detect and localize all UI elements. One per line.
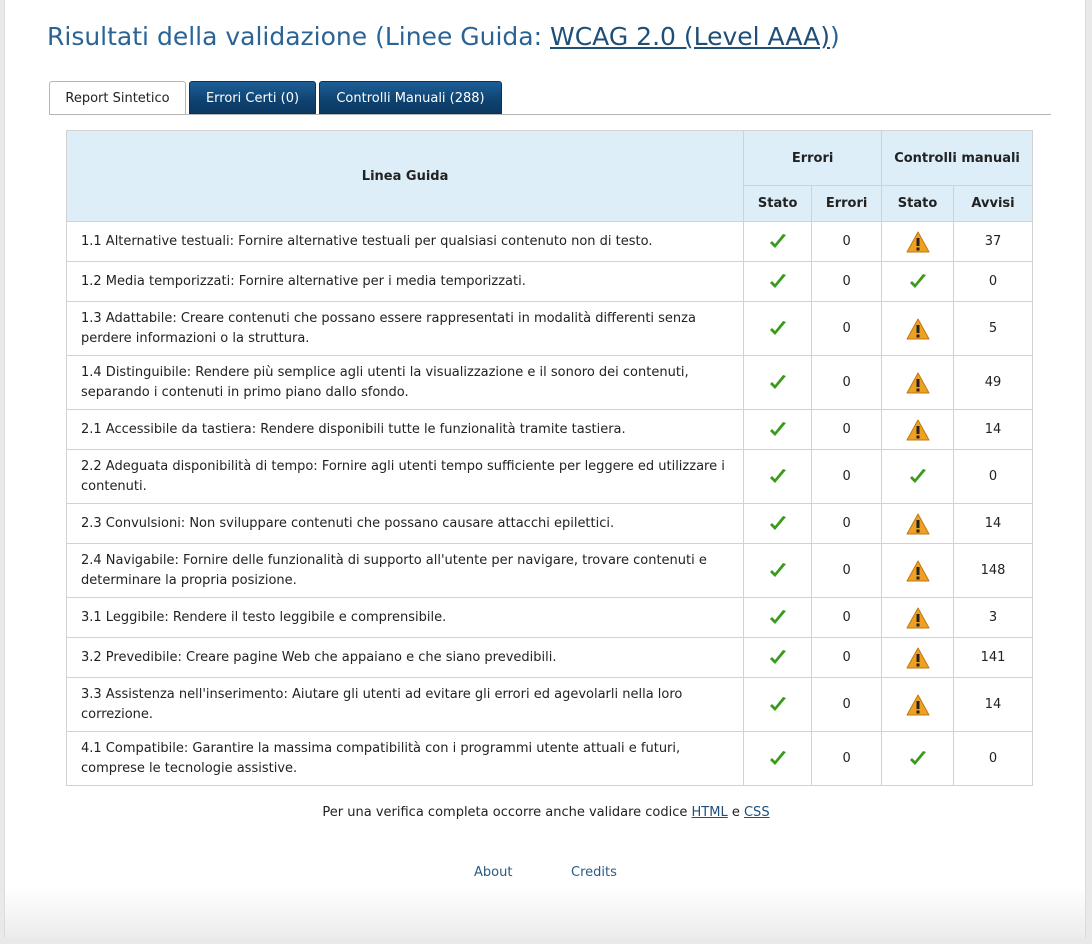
manual-state-cell <box>882 356 954 410</box>
tab-controlli-manuali[interactable]: Controlli Manuali (288) <box>319 81 502 114</box>
check-icon <box>908 272 928 292</box>
table-row <box>67 638 1033 678</box>
errors-count: 0 <box>812 678 882 732</box>
check-icon <box>768 695 788 715</box>
warnings-count: 37 <box>954 222 1033 262</box>
warnings-count: 14 <box>954 504 1033 544</box>
error-state-cell <box>744 732 812 786</box>
title-suffix: ) <box>830 22 840 51</box>
table-row <box>67 544 1033 598</box>
check-icon <box>768 467 788 487</box>
error-state-cell <box>744 598 812 638</box>
errors-count: 0 <box>812 504 882 544</box>
check-icon <box>768 648 788 668</box>
error-state-cell <box>744 504 812 544</box>
tab-underline <box>49 114 1051 115</box>
table-row <box>67 222 1033 262</box>
warning-icon <box>906 419 930 441</box>
warnings-count: 0 <box>954 450 1033 504</box>
warning-icon <box>906 607 930 629</box>
check-icon <box>768 561 788 581</box>
warning-icon <box>906 513 930 535</box>
guideline-description: 3.3 Assistenza nell'inserimento: Aiutare gli utenti ad evitare gli errori ed agevolarli nella loro correzione. <box>67 678 744 732</box>
errors-count: 0 <box>812 450 882 504</box>
manual-state-cell <box>882 598 954 638</box>
guideline-description: 4.1 Compatibile: Garantire la massima compatibilità con i programmi utente attuali e futuri, comprese le tecnologie assistive. <box>67 732 744 786</box>
errors-count: 0 <box>812 356 882 410</box>
warning-icon <box>906 372 930 394</box>
check-icon <box>768 232 788 252</box>
warning-icon <box>906 694 930 716</box>
error-state-cell <box>744 544 812 598</box>
error-state-cell <box>744 638 812 678</box>
manual-state-cell <box>882 222 954 262</box>
table-row <box>67 356 1033 410</box>
error-state-cell <box>744 678 812 732</box>
guideline-description: 1.1 Alternative testuali: Fornire alternative testuali per qualsiasi contenuto non di testo. <box>67 222 744 262</box>
table-body <box>67 222 1033 786</box>
title-prefix: Risultati della validazione (Linee Guida: <box>47 22 550 51</box>
check-icon <box>768 420 788 440</box>
table-row <box>67 262 1033 302</box>
errors-count: 0 <box>812 222 882 262</box>
errors-count: 0 <box>812 262 882 302</box>
check-icon <box>768 272 788 292</box>
table-row <box>67 732 1033 786</box>
error-state-cell <box>744 410 812 450</box>
warning-icon <box>906 647 930 669</box>
footer-about-link[interactable]: About <box>474 865 513 880</box>
tab-errori-certi[interactable]: Errori Certi (0) <box>189 81 316 114</box>
warning-icon <box>906 231 930 253</box>
guideline-description: 3.1 Leggibile: Rendere il testo leggibile e comprensibile. <box>67 598 744 638</box>
guideline-description: 1.2 Media temporizzati: Fornire alternative per i media temporizzati. <box>67 262 744 302</box>
guideline-description: 3.2 Prevedibile: Creare pagine Web che appaiano e che siano prevedibili. <box>67 638 744 678</box>
guideline-description: 2.1 Accessibile da tastiera: Rendere disponibili tutte le funzionalità tramite tastiera. <box>67 410 744 450</box>
guideline-description: 2.2 Adeguata disponibilità di tempo: Fornire agli utenti tempo sufficiente per leggere ed utilizzare i contenuti. <box>67 450 744 504</box>
table-row <box>67 450 1033 504</box>
error-state-cell <box>744 356 812 410</box>
header-manual-group: Controlli manuali <box>882 131 1033 186</box>
warning-icon <box>906 560 930 582</box>
tab-report-sintetico[interactable]: Report Sintetico <box>49 81 186 115</box>
manual-state-cell <box>882 732 954 786</box>
table-row <box>67 302 1033 356</box>
guideline-description: 1.3 Adattabile: Creare contenuti che possano essere rappresentati in modalità differenti senza perdere informazioni o la struttura. <box>67 302 744 356</box>
html-validator-link[interactable]: HTML <box>691 805 728 820</box>
manual-state-cell <box>882 504 954 544</box>
errors-count: 0 <box>812 732 882 786</box>
errors-count: 0 <box>812 638 882 678</box>
manual-state-cell <box>882 262 954 302</box>
table-row <box>67 504 1033 544</box>
errors-count: 0 <box>812 544 882 598</box>
manual-state-cell <box>882 410 954 450</box>
css-validator-link[interactable]: CSS <box>743 805 770 820</box>
header-state-errors: Stato <box>744 186 812 222</box>
header-errors-count: Errori <box>812 186 882 222</box>
guideline-description: 1.4 Distinguibile: Rendere più semplice agli utenti la visualizzazione e il sonoro dei contenuti, separando i contenuti in primo piano dallo sfondo. <box>67 356 744 410</box>
header-warnings-count: Avvisi <box>954 186 1033 222</box>
check-icon <box>908 467 928 487</box>
page-frame <box>4 0 1086 938</box>
header-state-manual: Stato <box>882 186 954 222</box>
table-row <box>67 678 1033 732</box>
footer-credits-link[interactable]: Credits <box>571 865 617 880</box>
error-state-cell <box>744 302 812 356</box>
table-row <box>67 598 1033 638</box>
error-state-cell <box>744 450 812 504</box>
guideline-description: 2.3 Convulsioni: Non sviluppare contenuti che possano causare attacchi epilettici. <box>67 504 744 544</box>
errors-count: 0 <box>812 410 882 450</box>
manual-state-cell <box>882 450 954 504</box>
warnings-count: 14 <box>954 678 1033 732</box>
warnings-count: 0 <box>954 732 1033 786</box>
manual-state-cell <box>882 678 954 732</box>
header-guideline: Linea Guida <box>67 131 744 222</box>
check-icon <box>768 749 788 769</box>
error-state-cell <box>744 262 812 302</box>
page-title <box>47 22 840 51</box>
warnings-count: 3 <box>954 598 1033 638</box>
errors-count: 0 <box>812 598 882 638</box>
warnings-count: 0 <box>954 262 1033 302</box>
check-icon <box>768 608 788 628</box>
warnings-count: 5 <box>954 302 1033 356</box>
wcag-link[interactable]: WCAG 2.0 (Level AAA) <box>550 22 831 51</box>
note-text: Per una verifica completa occorre anche validare codice <box>322 805 692 820</box>
warnings-count: 49 <box>954 356 1033 410</box>
manual-state-cell <box>882 638 954 678</box>
check-icon <box>768 319 788 339</box>
error-state-cell <box>744 222 812 262</box>
check-icon <box>768 514 788 534</box>
table-row <box>67 410 1033 450</box>
warnings-count: 14 <box>954 410 1033 450</box>
note-and: e <box>727 805 744 820</box>
validation-note <box>5 805 1087 820</box>
guideline-description: 2.4 Navigabile: Fornire delle funzionalità di supporto all'utente per navigare, trovare contenuti e determinare la propria posizione. <box>67 544 744 598</box>
warnings-count: 141 <box>954 638 1033 678</box>
manual-state-cell <box>882 544 954 598</box>
manual-state-cell <box>882 302 954 356</box>
errors-count: 0 <box>812 302 882 356</box>
check-icon <box>908 749 928 769</box>
warning-icon <box>906 318 930 340</box>
warnings-count: 148 <box>954 544 1033 598</box>
header-errors-group: Errori <box>744 131 882 186</box>
report-table <box>66 130 1033 786</box>
bottom-shade <box>5 888 1085 938</box>
check-icon <box>768 373 788 393</box>
